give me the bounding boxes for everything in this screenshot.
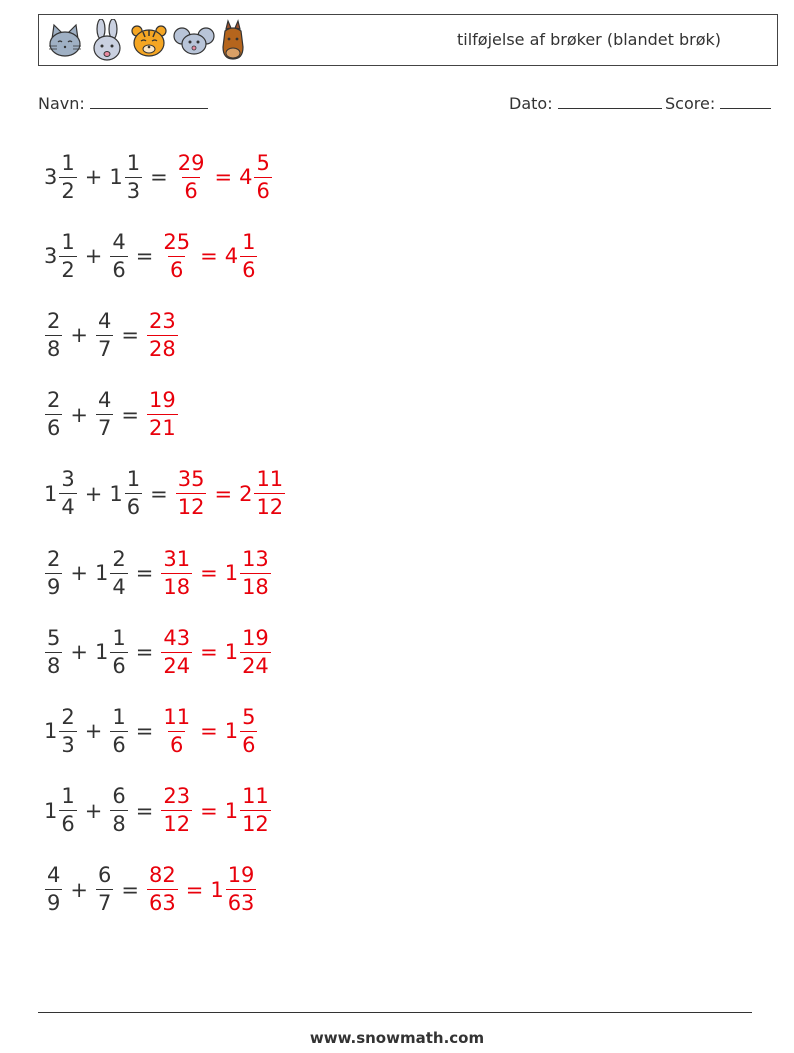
answer [175,468,286,519]
numerator: 23 [148,308,176,333]
answer-mixed-number [225,231,259,282]
answer-mixed-number [225,785,272,836]
whole-number: 1 [44,798,58,823]
numerator: 11 [256,467,284,492]
numerator: 4 [97,308,112,333]
answer [160,231,258,282]
equals-sign: = [185,877,204,902]
answer-mixed-number [239,152,273,203]
fraction [254,152,271,203]
numerator: 1 [126,150,141,175]
denominator: 7 [97,336,112,361]
denominator: 3 [126,178,141,203]
whole-number: 3 [44,244,58,269]
answer-improper-fraction [176,152,207,203]
equals-sign: = [200,719,218,744]
fraction [96,389,113,440]
whole-number: 1 [109,481,123,506]
answer-improper-fraction [161,706,192,757]
numerator: 82 [148,863,176,888]
numerator: 6 [97,863,112,888]
denominator: 24 [163,653,191,678]
worksheet-header [38,14,778,66]
numerator: 19 [148,388,176,413]
fraction [59,785,76,836]
fraction [45,310,62,361]
denominator: 9 [47,574,61,599]
fraction [240,627,271,678]
whole-number: 3 [44,165,58,189]
whole-number: 1 [44,481,58,506]
denominator: 28 [148,336,176,361]
answer [146,389,179,440]
numerator: 19 [242,625,269,650]
problem-row [44,858,257,922]
denominator: 12 [256,495,284,520]
answer-mixed-number [210,864,257,915]
equals-sign: = [135,798,154,823]
answer-improper-fraction [147,310,178,361]
equals-sign: = [121,402,139,427]
answer-mixed-number [225,706,259,757]
answer [146,864,257,915]
fraction [110,231,127,282]
denominator: 6 [256,178,270,203]
fraction [59,231,76,282]
numerator: 6 [112,784,126,809]
denominator: 6 [242,732,256,757]
denominator: 2 [61,178,75,203]
denominator: 63 [227,891,255,916]
denominator: 3 [61,732,75,757]
plus-sign: + [70,561,88,585]
equals-sign: = [150,165,168,189]
numerator: 4 [97,388,112,413]
answer-improper-fraction [161,548,192,599]
whole-number: 1 [224,561,239,585]
equals-sign: = [200,561,218,585]
numerator: 2 [61,704,75,729]
date-field [509,94,662,113]
answer-improper-fraction [147,389,178,440]
problem-row [44,383,179,447]
plus-sign: + [70,323,88,348]
equals-sign: = [135,719,154,744]
fraction [45,627,62,678]
denominator: 6 [126,495,141,520]
tiger-icon [129,21,169,61]
plus-sign: + [84,719,103,744]
answer-improper-fraction [161,785,192,836]
denominator: 24 [242,653,269,678]
whole-number: 1 [224,719,239,744]
footer-divider [38,1012,752,1013]
fraction [240,548,271,599]
equals-sign: = [214,481,233,506]
fraction [240,706,257,757]
numerator: 2 [47,546,61,571]
answer-mixed-number [225,627,272,678]
fraction [240,231,257,282]
fraction [254,468,285,519]
fraction [226,864,257,915]
answer [160,548,271,599]
numerator: 35 [177,467,205,492]
answer-mixed-number [225,548,272,599]
fraction [110,785,127,836]
equals-sign: = [135,640,154,665]
plus-sign: + [84,798,103,823]
fraction [45,548,62,599]
numerator: 3 [61,467,75,492]
name-label: Navn: [38,94,85,113]
fraction [125,152,142,203]
fraction [110,627,127,678]
name-field [38,94,208,113]
denominator: 12 [163,812,191,837]
fraction [59,706,76,757]
answer [160,627,271,678]
equals-sign: = [135,244,154,269]
fraction [45,864,62,915]
numerator: 5 [242,704,256,729]
whole-number: 1 [210,877,224,902]
numerator: 1 [61,229,75,254]
problem-row [44,462,286,526]
denominator: 6 [112,732,126,757]
denominator: 6 [242,257,256,282]
rabbit-icon [89,19,125,63]
equals-sign: = [200,798,218,823]
whole-number: 1 [94,561,109,585]
date-blank[interactable] [558,94,662,109]
numerator: 2 [47,388,61,413]
horse-icon [219,19,247,63]
numerator: 29 [177,150,205,175]
answer-mixed-number [239,468,286,519]
fraction [240,785,271,836]
problem-row [44,699,258,763]
numerator: 11 [242,784,269,809]
numerator: 5 [256,150,270,175]
problem-row [44,620,272,684]
denominator: 18 [163,574,191,599]
numerator: 23 [163,784,191,809]
numerator: 1 [61,784,75,809]
denominator: 12 [242,812,269,837]
fraction [59,152,76,203]
answer [175,152,273,203]
whole-number: 4 [239,165,253,189]
name-blank[interactable] [90,94,208,109]
denominator: 7 [97,416,112,441]
denominator: 8 [47,336,61,361]
denominator: 6 [170,257,184,282]
denominator: 4 [61,495,75,520]
numerator: 31 [163,546,191,571]
fraction [96,310,113,361]
plus-sign: + [70,877,88,902]
plus-sign: + [84,481,103,506]
problem-row [44,145,273,209]
denominator: 9 [47,891,61,916]
plus-sign: + [84,244,103,269]
numerator: 11 [163,704,191,729]
numerator: 2 [47,308,61,333]
fraction [110,706,127,757]
denominator: 8 [112,812,126,837]
whole-number: 4 [224,244,239,269]
whole-number: 1 [224,640,239,665]
answer [160,706,258,757]
numerator: 1 [112,704,126,729]
denominator: 6 [184,178,198,203]
fraction [45,389,62,440]
numerator: 1 [126,467,141,492]
fraction [59,468,76,519]
numerator: 25 [163,229,191,254]
answer-improper-fraction [147,864,178,915]
score-label: Score: [665,94,716,113]
fraction [110,548,127,599]
problem-row [44,224,258,288]
animal-icons [45,19,251,63]
denominator: 7 [97,891,112,916]
numerator: 1 [112,625,126,650]
denominator: 6 [112,257,126,282]
whole-number: 1 [94,640,109,665]
equals-sign: = [200,244,218,269]
fraction [125,468,142,519]
numerator: 19 [227,863,255,888]
numerator: 1 [61,150,75,175]
whole-number: 1 [109,165,123,189]
denominator: 18 [242,574,269,599]
denominator: 2 [61,257,75,282]
whole-number: 2 [239,481,253,506]
answer-improper-fraction [161,231,192,282]
answer [160,785,271,836]
plus-sign: + [70,640,88,665]
numerator: 4 [112,229,126,254]
numerator: 1 [242,229,256,254]
denominator: 4 [112,574,126,599]
denominator: 63 [148,891,176,916]
worksheet-title: tilføjelse af brøker (blandet brøk) [457,30,722,49]
numerator: 4 [47,863,61,888]
answer-improper-fraction [161,627,192,678]
problem-row [44,779,272,843]
footer-url: www.snowmath.com [309,1029,485,1047]
cat-icon [45,21,85,61]
denominator: 6 [112,653,126,678]
answer [146,310,179,361]
plus-sign: + [84,165,103,189]
denominator: 6 [61,812,75,837]
denominator: 21 [148,416,176,441]
problem-row [44,541,272,605]
equals-sign: = [135,561,154,585]
whole-number: 1 [224,798,239,823]
numerator: 13 [242,546,269,571]
numerator: 2 [112,546,126,571]
score-blank[interactable] [720,94,771,109]
denominator: 12 [177,495,205,520]
fraction [96,864,113,915]
mouse-icon [173,21,215,61]
equals-sign: = [121,877,139,902]
date-label: Dato: [509,94,553,113]
whole-number: 1 [44,719,58,744]
equals-sign: = [214,165,233,189]
denominator: 6 [170,732,184,757]
answer-improper-fraction [176,468,207,519]
equals-sign: = [150,481,168,506]
numerator: 43 [163,625,191,650]
denominator: 8 [47,653,61,678]
denominator: 6 [47,416,61,441]
numerator: 5 [47,625,61,650]
problem-row [44,303,179,367]
plus-sign: + [70,402,88,427]
score-field [665,94,771,113]
equals-sign: = [121,323,139,348]
equals-sign: = [200,640,218,665]
